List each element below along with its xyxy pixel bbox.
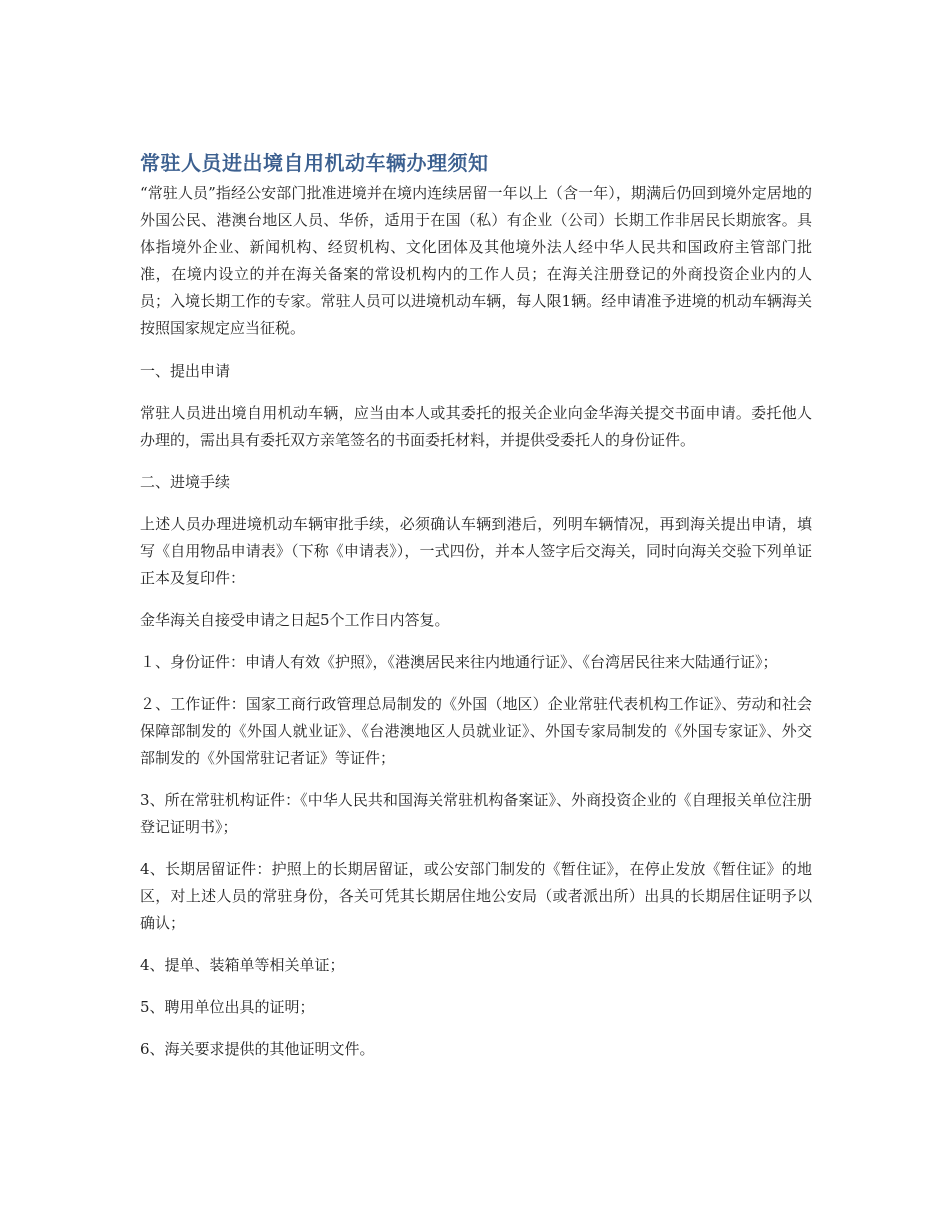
reply-note: 金华海关自接受申请之日起5个工作日内答复。	[140, 611, 450, 629]
list-item-shipping-docs: 4、提单、装箱单等相关单证；	[140, 956, 345, 974]
section-heading-entry: 二、进境手续	[140, 473, 231, 491]
document-title: 常驻人员进出境自用机动车辆办理须知	[140, 151, 489, 175]
list-item-other-docs: 6、海关要求提供的其他证明文件。	[140, 1040, 375, 1058]
list-item-residence-docs: 4、长期居留证件：护照上的长期居留证，或公安部门制发的《暂住证》，在停止发放《暂住证》的地区，对上述人员的常驻身份，各关可凭其长期居住地公安局（或者派出所）出具的长期居住证明予以确认；	[140, 860, 812, 932]
document-page	[140, 148, 812, 1078]
list-item-employer-proof: 5、聘用单位出具的证明；	[140, 998, 315, 1016]
list-item-office-docs: 3、所在常驻机构证件：《中华人民共和国海关常驻机构备案证》、外商投资企业的《自理报关单位注册登记证明书》；	[140, 791, 812, 836]
list-item-work-docs: ２、工作证件：国家工商行政管理总局制发的《外国（地区）企业常驻代表机构工作证》、劳动和社会保障部制发的《外国人就业证》、《台港澳地区人员就业证》、外国专家局制发的《外国专家证》、外交部制发的《外国常驻记者证》等证件；	[140, 695, 812, 767]
section-body-entry: 上述人员办理进境机动车辆审批手续，必须确认车辆到港后，列明车辆情况，再到海关提出申请，填写《自用物品申请表》（下称《申请表》），一式四份，并本人签字后交海关，同时向海关交验下列单证正本及复印件：	[140, 515, 812, 587]
section-heading-apply: 一、提出申请	[140, 362, 231, 380]
list-item-identity-docs: １、身份证件：申请人有效《护照》，《港澳居民来往内地通行证》、《台湾居民往来大陆通行证》；	[140, 653, 778, 671]
intro-paragraph: “常驻人员”指经公安部门批准进境并在境内连续居留一年以上（含一年），期满后仍回到境外定居地的外国公民、港澳台地区人员、华侨，适用于在国（私）有企业（公司）长期工作非居民长期旅客。具体指境外企业、新闻机构、经贸机构、文化团体及其他境外法人经中华人民共和国政府主管部门批准，在境内设立的并在海关备案的常设机构内的工作人员；在海关注册登记的外商投资企业内的人员；入境长期工作的专家。常驻人员可以进境机动车辆，每人限1辆。经申请准予进境的机动车辆海关按照国家规定应当征税。	[140, 184, 812, 337]
section-body-apply: 常驻人员进出境自用机动车辆，应当由本人或其委托的报关企业向金华海关提交书面申请。委托他人办理的，需出具有委托双方亲笔签名的书面委托材料，并提供受委托人的身份证件。	[140, 404, 812, 449]
